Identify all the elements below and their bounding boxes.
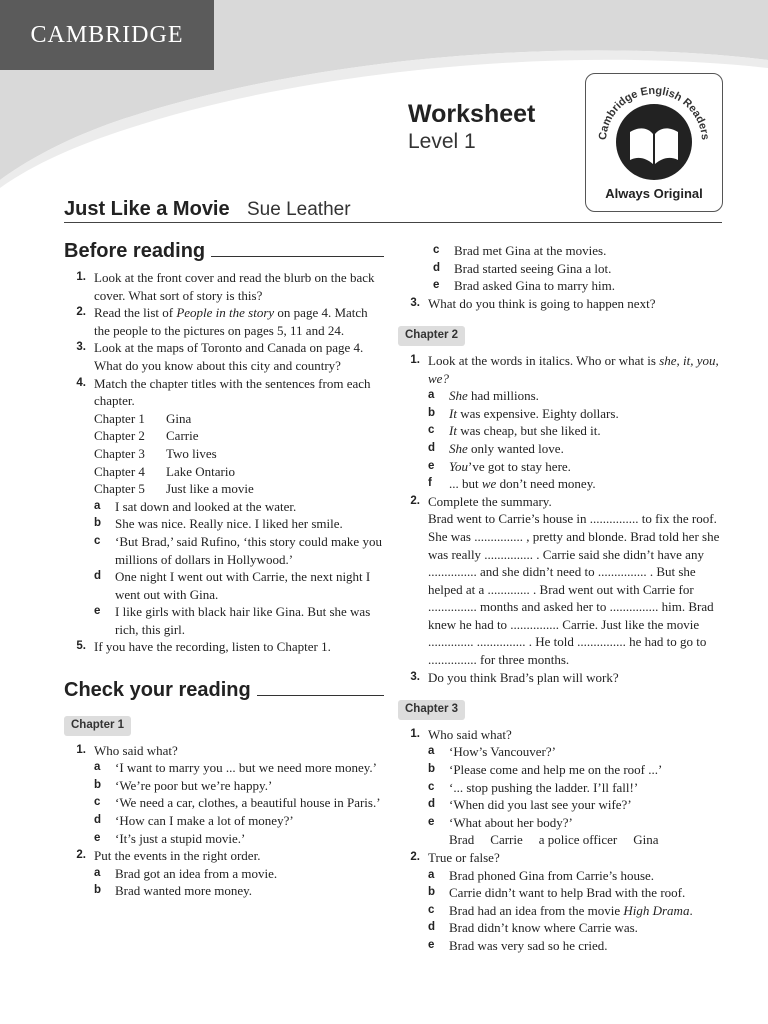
option: e Brad was very sad so he cried.	[428, 937, 608, 953]
chapter-title-row: Chapter 5 Just like a movie	[94, 481, 254, 497]
option: e You’ve got to stay here.	[428, 458, 571, 474]
option: b ‘Please come and help me on the roof ...’	[428, 762, 663, 778]
left-column	[64, 235, 384, 900]
option: d ‘How can I make a lot of money?’	[94, 813, 294, 829]
book-title: Just Like a Movie	[64, 198, 230, 220]
option-list	[428, 743, 728, 831]
chapter-3-badge: Chapter 3	[398, 700, 465, 720]
chapter-2-questions	[398, 352, 728, 686]
check-reading-heading	[64, 674, 384, 700]
option: b She was nice. Really nice. I liked her smile.	[94, 516, 343, 532]
question: 2. Complete the summary. Brad went to Carrie’s house in ............... to fix the roof. She was ............... , pretty and blonde. Brad told her she was really ............... . Carrie said she didn’t have any ............... and she didn’t need to ............... . But she helped at a ............. . Brad went out with Carrie for ............... months and asked her to ............... him. Brad knew he had to ............... Carrie. Just like the movie .............. ............... . He told ............... he had to go to ............... for three months.	[398, 493, 728, 669]
title-divider	[64, 222, 722, 223]
character-name: Brad	[449, 832, 475, 848]
question: 2. Put the events in the right order. a Brad got an idea from a movie. b Brad wanted more money.	[64, 847, 384, 900]
option: a Brad phoned Gina from Carrie’s house.	[428, 867, 655, 883]
before-reading-heading	[64, 235, 384, 261]
section-title: Before reading	[64, 240, 206, 263]
question-text: Who said what? a ‘I want to marry you ... but we need more money.’ b ‘We’re poor but we’re happy.’ c ‘We need a car, clothes, a beautiful house in Paris.’ d ‘How can I make a lot of money?’ e ‘It’s just a stupid movie.’	[94, 742, 384, 848]
option: c ‘But Brad,’ said Rufino, ‘this story could make you millions of dollars in Hollywood.’	[94, 533, 382, 567]
question: 3. Do you think Brad’s plan will work?	[398, 669, 728, 687]
worksheet-level: Level 1	[408, 130, 476, 153]
worksheet-title: Worksheet	[408, 100, 536, 128]
option: a I sat down and looked at the water.	[94, 498, 297, 514]
option-list	[94, 865, 384, 900]
chapter-3-questions	[398, 726, 728, 955]
chapter-1-badge: Chapter 1	[64, 716, 131, 736]
chapter-title-row: Chapter 3 Two lives	[94, 445, 217, 461]
option: b It was expensive. Eighty dollars.	[428, 405, 619, 421]
option: d Brad didn’t know where Carrie was.	[428, 920, 638, 936]
before-reading-questions	[64, 269, 384, 656]
option: d She only wanted love.	[428, 440, 564, 456]
readers-logo	[585, 73, 723, 212]
option-list	[94, 759, 384, 847]
question-text: Complete the summary. Brad went to Carrie’s house in ............... to fix the roof. She was ............... , pretty and blonde. Brad told her she was really ............... . Carrie said she didn’t have any ............... and she didn’t need to ............... . But she helped at a ............. . Brad went out with Carrie for ............... months and asked her to ............... him. Brad knew he had to ............... Carrie. Just like the movie .............. ............... . He told ............... he had to go to ............... for three months.	[428, 493, 720, 668]
option-list	[428, 387, 728, 493]
question: 1. Look at the words in italics. Who or what is she, it, you, we? a She had millions. b It was expensive. Eighty dollars. c It was cheap, but she liked it. d She only wanted love. e You’ve got to stay here. f ... but we don’t need money.	[398, 352, 728, 493]
option: c Brad had an idea from the movie High Drama.	[428, 902, 693, 918]
option: e ‘It’s just a stupid movie.’	[94, 830, 246, 846]
publisher-name: CAMBRIDGE	[30, 21, 184, 48]
option: c Brad met Gina at the movies.	[433, 243, 607, 258]
option: c ‘... stop pushing the ladder. I’ll fall!’	[428, 779, 639, 795]
question: 1. Who said what? a ‘How’s Vancouver?’ b ‘Please come and help me on the roof ...’ c ‘... stop pushing the ladder. I’ll fall!’ d ‘When did you last see your wife?’ e ‘What about her body?’ Brad Carrie a police officer Gina	[398, 726, 728, 849]
chapter-2-badge: Chapter 2	[398, 326, 465, 346]
character-name: Gina	[633, 832, 659, 848]
question-text: Look at the front cover and read the blurb on the back cover. What sort of story is this?	[94, 270, 375, 303]
option: d One night I went out with Carrie, the next night I went out with Gina.	[94, 569, 371, 602]
option: b ‘We’re poor but we’re happy.’	[94, 777, 273, 793]
chapter-1-q2-continued	[398, 242, 728, 295]
option: f ... but we don’t need money.	[428, 476, 596, 492]
question-text: Read the list of People in the story on page 4. Match the people to the pictures on pages 5, 11 and 24.	[94, 305, 368, 338]
question-text: What do you think is going to happen next?	[428, 295, 656, 311]
character-list	[428, 831, 728, 849]
option: a ‘How’s Vancouver?’	[428, 744, 556, 760]
question: 1. Look at the front cover and read the blurb on the back cover. What sort of story is this?	[64, 269, 384, 304]
option: a Brad got an idea from a movie.	[94, 865, 278, 881]
logo-arc-text: Cambridge English Readers	[596, 84, 712, 141]
option: e ‘What about her body?’	[428, 814, 573, 830]
book-author: Sue Leather	[247, 199, 351, 220]
option: e Brad asked Gina to marry him.	[433, 278, 616, 294]
question-text: Who said what? a ‘How’s Vancouver?’ b ‘Please come and help me on the roof ...’ c ‘... stop pushing the ladder. I’ll fall!’ d ‘When did you last see your wife?’ e ‘What about her body?’ Brad Carrie a police officer Gina	[428, 726, 728, 849]
summary-gapfill: Brad went to Carrie’s house in ............... to fix the roof. She was ............... , pretty and blonde. Brad told her she was really ............... . Carrie said she didn’t have any ............... and she didn’t need to ............... . But she helped at a ............. . Brad went out with Carrie for ............... months and asked her to ............... him. Brad knew he had to ............... Carrie. Just like the movie .............. ............... . He told ............... he had to go to ............... for three months.	[428, 511, 720, 668]
question-text: Look at the maps of Toronto and Canada on page 4. What do you know about this city and country?	[94, 340, 364, 373]
question: 2. Read the list of People in the story on page 4. Match the people to the pictures on pages 5, 11 and 24.	[64, 304, 384, 339]
option: d Brad started seeing Gina a lot.	[433, 260, 612, 276]
question: 5. If you have the recording, listen to Chapter 1.	[64, 638, 384, 656]
option-list	[428, 867, 728, 955]
option-list	[94, 498, 384, 639]
character-name: a police officer	[538, 832, 618, 848]
question: 3. Look at the maps of Toronto and Canada on page 4. What do you know about this city and country?	[64, 339, 384, 374]
chapter-title-list	[94, 410, 384, 498]
right-column	[398, 242, 728, 955]
option: b Brad wanted more money.	[94, 883, 253, 899]
option: e I like girls with black hair like Gina. But she was rich, this girl.	[94, 604, 371, 637]
question-text: Look at the words in italics. Who or what is she, it, you, we? a She had millions. b It was expensive. Eighty dollars. c It was cheap, but she liked it. d She only wanted love. e You’ve got to stay here. f ... but we don’t need money.	[428, 352, 728, 493]
question-text: If you have the recording, listen to Chapter 1.	[94, 639, 331, 655]
chapter-title-row: Chapter 4 Lake Ontario	[94, 463, 235, 479]
option: d ‘When did you last see your wife?’	[428, 797, 632, 813]
character-name: Carrie	[490, 832, 523, 848]
option: a ‘I want to marry you ... but we need more money.’	[94, 760, 377, 776]
option: c ‘We need a car, clothes, a beautiful house in Paris.’	[94, 795, 381, 811]
chapter-title-row: Chapter 1 Gina	[94, 410, 192, 426]
question: 2. True or false? a Brad phoned Gina from Carrie’s house. b Carrie didn’t want to help Brad with the roof. c Brad had an idea from the movie High Drama. d Brad didn’t know where Carrie was. e Brad was very sad so he cried.	[398, 849, 728, 955]
option: b Carrie didn’t want to help Brad with the roof.	[428, 885, 686, 901]
logo-tagline: Always Original	[605, 186, 703, 201]
publisher-logo-box	[0, 0, 214, 70]
question-text: Match the chapter titles with the sentences from each chapter. Chapter 1 Gina Chapter 2 Carrie Chapter 3 Two lives Chapter 4 Lake Ontario Chapter 5 Just like a movie a I sat down and looked at the water. b She was nice. Really nice. I liked her smile. c ‘But Brad,’ said Rufino, ‘this story could make you millions of dollars in Hollywood.’ d One night I went out with Carrie, the next night I went out with Gina. e I like girls with black hair like Gina. But she was rich, this girl.	[94, 375, 384, 639]
section-title: Check your reading	[64, 679, 251, 702]
chapter-title-row: Chapter 2 Carrie	[94, 428, 199, 444]
question-text: Do you think Brad’s plan will work?	[428, 669, 619, 685]
chapter-1-q3	[398, 295, 728, 313]
chapter-1-questions	[64, 742, 384, 900]
question-text: Put the events in the right order. a Brad got an idea from a movie. b Brad wanted more money.	[94, 847, 384, 900]
question: 4. Match the chapter titles with the sentences from each chapter. Chapter 1 Gina Chapter 2 Carrie Chapter 3 Two lives Chapter 4 Lake Ontario Chapter 5 Just like a movie a I sat down and looked at the water. b She was nice. Really nice. I liked her smile. c ‘But Brad,’ said Rufino, ‘this story could make you millions of dollars in Hollywood.’ d One night I went out with Carrie, the next night I went out with Gina. e I like girls with black hair like Gina. But she was rich, this girl.	[64, 375, 384, 639]
question: 3. What do you think is going to happen next?	[398, 295, 728, 313]
option: a She had millions.	[428, 388, 539, 404]
question: 1. Who said what? a ‘I want to marry you ... but we need more money.’ b ‘We’re poor but we’re happy.’ c ‘We need a car, clothes, a beautiful house in Paris.’ d ‘How can I make a lot of money?’ e ‘It’s just a stupid movie.’	[64, 742, 384, 848]
option: c It was cheap, but she liked it.	[428, 423, 601, 439]
question-text: True or false? a Brad phoned Gina from Carrie’s house. b Carrie didn’t want to help Brad with the roof. c Brad had an idea from the movie High Drama. d Brad didn’t know where Carrie was. e Brad was very sad so he cried.	[428, 849, 728, 955]
